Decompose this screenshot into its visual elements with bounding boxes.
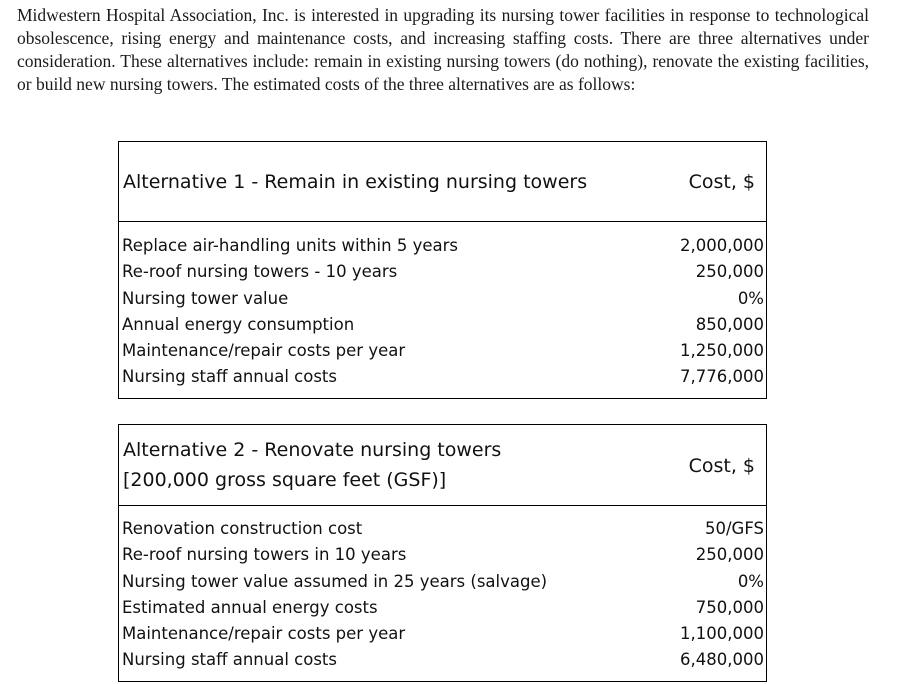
table-row — [119, 312, 766, 338]
row-value: 1,100,000 — [680, 624, 764, 644]
alternative-2-table — [118, 424, 767, 682]
problem-statement: Midwestern Hospital Association, Inc. is interested in upgrading its nursing tower facilities in response to technological obsolescence, rising energy and maintenance costs, and increasing staffing costs. There are three alternatives under consideration. These alternatives include: remain in existing nursing towers (do nothing), renovate the existing facilities, or build new nursing towers. The estimated costs of the three alternatives are as follows: — [17, 5, 869, 94]
alternative-2-rows — [119, 516, 766, 674]
row-value: 0% — [737, 571, 764, 591]
row-value: 0% — [737, 288, 764, 308]
row-label: Annual energy consumption — [122, 314, 355, 334]
row-value: 6,480,000 — [680, 650, 764, 670]
row-label: Renovation construction cost — [122, 519, 363, 538]
alternative-1-header — [119, 142, 766, 222]
table-row — [119, 595, 766, 621]
row-label: Re-roof nursing towers - 10 years — [122, 262, 398, 282]
alternative-2-cost-header: Cost, $ — [688, 455, 755, 477]
table-row — [119, 569, 766, 595]
table-row — [119, 286, 766, 312]
row-label: Maintenance/repair costs per year — [122, 341, 406, 361]
table-row — [119, 364, 766, 390]
table-row — [119, 647, 766, 673]
table-row — [119, 621, 766, 647]
alternative-2-header — [119, 425, 766, 506]
table-row — [119, 233, 766, 259]
row-label: Maintenance/repair costs per year — [122, 624, 406, 644]
row-label: Re-roof nursing towers in 10 years — [122, 545, 407, 565]
alternative-2-title-line-1: Alternative 2 - Renovate nursing towers — [123, 439, 502, 461]
row-label: Nursing staff annual costs — [122, 367, 337, 387]
table-row — [119, 516, 766, 542]
row-label: Replace air-handling units within 5 years — [122, 236, 458, 255]
table-row — [119, 259, 766, 285]
row-value: 250,000 — [695, 262, 764, 282]
row-label: Nursing tower value — [122, 288, 289, 308]
row-value: 850,000 — [695, 314, 764, 334]
row-value: 1,250,000 — [680, 341, 764, 361]
row-value: 7,776,000 — [680, 367, 764, 387]
row-label: Nursing tower value assumed in 25 years (salvage) — [122, 571, 548, 591]
alternative-2-title-line-2: [200,000 gross square feet (GSF)] — [123, 469, 447, 491]
row-value: 2,000,000 — [680, 236, 764, 255]
alternative-2-title — [123, 435, 501, 495]
row-value: 50/GFS — [704, 519, 764, 538]
alternative-1-table — [118, 141, 767, 399]
alternative-1-title: Alternative 1 - Remain in existing nursing towers — [123, 171, 588, 193]
row-label: Estimated annual energy costs — [122, 597, 378, 617]
table-row — [119, 338, 766, 364]
row-value: 750,000 — [695, 597, 764, 617]
row-value: 250,000 — [695, 545, 764, 565]
table-row — [119, 542, 766, 568]
alternative-1-cost-header: Cost, $ — [688, 171, 755, 193]
alternative-1-rows — [119, 233, 766, 391]
row-label: Nursing staff annual costs — [122, 650, 337, 670]
